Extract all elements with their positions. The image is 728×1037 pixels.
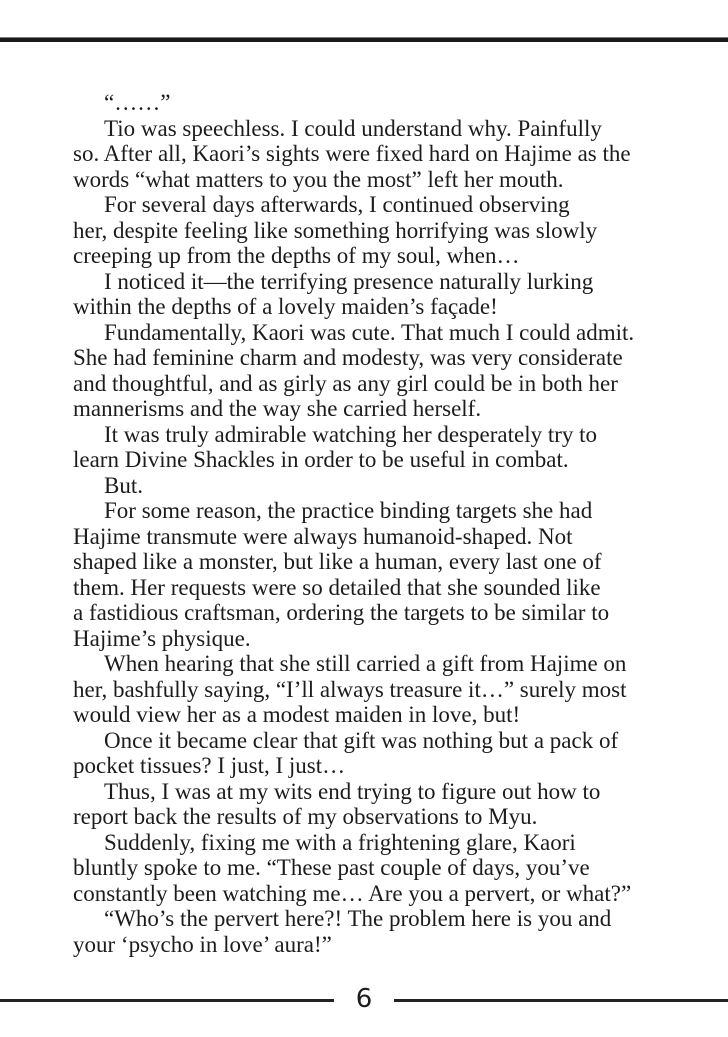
text-line: and thoughtful, and as girly as any girl could be in both her	[73, 370, 618, 396]
top-rule	[0, 37, 728, 42]
page-number: 6	[355, 984, 373, 1014]
page-footer	[0, 985, 728, 1015]
text-line: For some reason, the practice binding targets she had	[104, 498, 593, 523]
text-line: She had feminine charm and modesty, was very considerate	[73, 345, 623, 370]
text-line: a fastidious craftsman, ordering the targets to be similar to	[73, 600, 610, 625]
text-line: learn Divine Shackles in order to be useful in combat.	[73, 447, 569, 472]
text-line: Suddenly, fixing me with a frightening glare, Kaori	[104, 829, 576, 855]
text-line: Thus, I was at my wits end trying to figure out how to	[104, 778, 601, 804]
text-line: bluntly spoke to me. “These past couple of days, you’ve	[73, 855, 590, 880]
footer-rule-left	[0, 999, 334, 1002]
text-line: Hajime’s physique.	[73, 625, 251, 651]
text-line: When hearing that she still carried a gift from Hajime on	[104, 651, 627, 676]
text-line: Hajime transmute were always humanoid-shaped. Not	[73, 523, 573, 549]
text-line: within the depths of a lovely maiden’s façade!	[73, 294, 498, 319]
text-line: Tio was speechless. I could understand why. Painfully	[104, 115, 602, 141]
text-line: “……”	[104, 90, 171, 115]
text-line: pocket tissues? I just, I just…	[73, 753, 346, 778]
text-line: I noticed it—the terrifying presence naturally lurking	[104, 268, 594, 294]
text-line: your ‘psycho in love’ aura!”	[73, 931, 332, 957]
text-line: mannerisms and the way she carried herself.	[73, 396, 482, 421]
text-line: her, bashfully saying, “I’ll always treasure it…” surely most	[73, 676, 627, 702]
text-line: so. After all, Kaori’s sights were fixed hard on Hajime as the	[73, 141, 631, 166]
text-line: her, despite feeling like something horrifying was slowly	[73, 217, 598, 243]
text-line: report back the results of my observations to Myu.	[73, 804, 538, 829]
text-line: creeping up from the depths of my soul, when…	[73, 243, 520, 268]
text-line: Fundamentally, Kaori was cute. That much I could admit.	[104, 319, 635, 345]
text-line: For several days afterwards, I continued observing	[104, 192, 570, 217]
text-line: Once it became clear that gift was nothing but a pack of	[104, 727, 619, 753]
text-line: them. Her requests were so detailed that she sounded like	[73, 574, 601, 600]
text-line: But.	[104, 472, 143, 498]
text-line: shaped like a monster, but like a human, every last one of	[73, 549, 602, 574]
text-line: constantly been watching me… Are you a pervert, or what?”	[73, 880, 632, 906]
footer-rule-right	[394, 999, 728, 1002]
text-line: It was truly admirable watching her desperately try to	[104, 421, 598, 447]
text-line: “Who’s the pervert here?! The problem here is you and	[104, 906, 612, 931]
text-line: would view her as a modest maiden in love, but!	[73, 702, 521, 727]
body-text	[73, 90, 657, 957]
text-line: words “what matters to you the most” left her mouth.	[73, 166, 564, 192]
